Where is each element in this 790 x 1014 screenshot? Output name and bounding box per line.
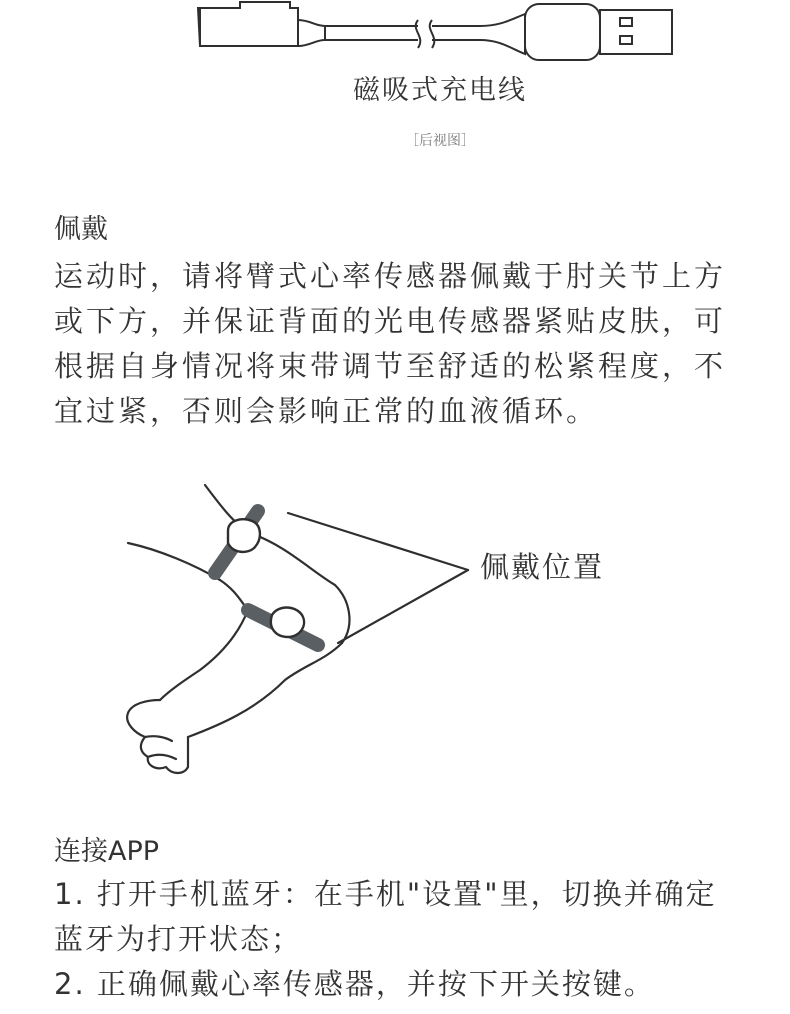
magnetic-head xyxy=(198,2,298,46)
cable-title: 磁吸式充电线 xyxy=(353,75,527,106)
usb-housing xyxy=(525,4,600,60)
wear-heading: 佩戴 xyxy=(54,214,108,245)
connect-app-section xyxy=(54,832,754,1007)
connect-step-line: 蓝牙为打开状态； xyxy=(54,922,303,956)
wear-body-line: 根据自身情况将束带调节至舒适的松紧程度，不 xyxy=(54,349,727,383)
cable-break-right xyxy=(430,20,435,48)
usb-contact-2 xyxy=(620,36,632,44)
wear-body-line: 或下方，并保证背面的光电传感器紧贴皮肤，可 xyxy=(54,304,727,338)
rear-view-label: ［后视图］ xyxy=(405,133,475,149)
connect-heading: 连接APP xyxy=(54,836,160,867)
head-neck xyxy=(298,20,325,46)
wear-position-label: 佩戴位置 xyxy=(480,550,605,584)
pointer-line-lower xyxy=(338,570,468,643)
arm-wear-position-illustration xyxy=(110,475,630,795)
arm-outline-forearm xyxy=(188,643,342,737)
upper-sensor xyxy=(228,519,260,552)
usb-body xyxy=(480,14,525,54)
usb-connector xyxy=(600,10,672,54)
usb-contact-1 xyxy=(620,18,632,26)
lower-sensor xyxy=(271,608,304,638)
cable-break-left xyxy=(416,20,421,48)
connect-step-line: 2. 正确佩戴心率传感器，并按下开关按键。 xyxy=(54,967,655,1001)
connect-step-line: 1. 打开手机蓝牙：在手机"设置"里，切换并确定 xyxy=(54,877,717,911)
wear-section xyxy=(54,210,754,434)
wear-body-line: 宜过紧，否则会影响正常的血液循环。 xyxy=(54,394,599,428)
magnetic-charging-cable-illustration xyxy=(180,0,700,70)
wear-body-line: 运动时，请将臂式心率传感器佩戴于肘关节上方 xyxy=(54,259,727,293)
pointer-line-upper xyxy=(288,513,468,570)
